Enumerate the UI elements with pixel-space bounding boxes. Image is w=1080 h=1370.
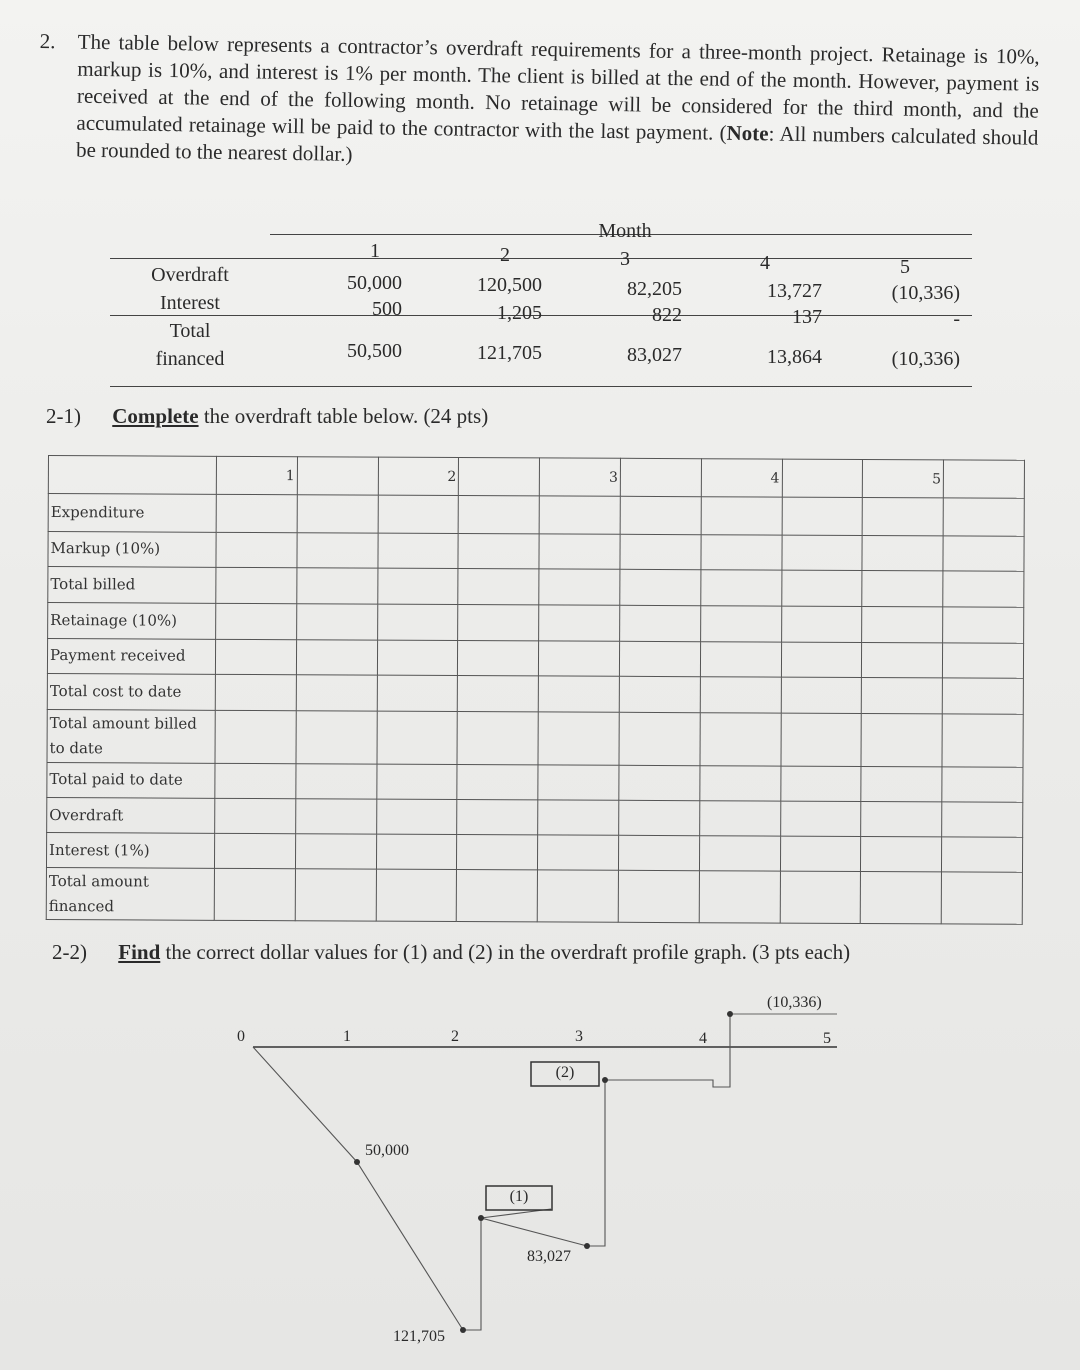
question-number: 2-1) bbox=[46, 404, 81, 428]
answer-cell[interactable] bbox=[943, 536, 1024, 572]
month-header-cell: 3 bbox=[539, 458, 620, 497]
answer-overdraft-table bbox=[46, 455, 1025, 925]
table-row bbox=[47, 673, 1023, 714]
answer-cell[interactable] bbox=[457, 764, 538, 800]
answer-cell[interactable] bbox=[377, 711, 458, 764]
interest-value: 822 bbox=[652, 304, 682, 326]
axis-tick-label: 0 bbox=[237, 1028, 245, 1045]
total-financed-value: 50,500 bbox=[347, 340, 402, 362]
point-marker bbox=[460, 1327, 466, 1333]
problem-number: 2. bbox=[39, 28, 56, 54]
answer-cell[interactable] bbox=[862, 642, 943, 678]
answer-cell[interactable] bbox=[620, 497, 701, 535]
month-label: 3 bbox=[620, 248, 630, 270]
answer-cell[interactable] bbox=[215, 798, 296, 834]
answer-cell[interactable] bbox=[780, 801, 861, 837]
answer-cell[interactable] bbox=[700, 677, 781, 714]
point-marker bbox=[727, 1011, 733, 1017]
answer-cell[interactable] bbox=[620, 606, 701, 642]
table-header-row bbox=[48, 456, 1024, 499]
month-header-cell: 4 bbox=[701, 459, 782, 498]
answer-cell[interactable] bbox=[539, 569, 620, 606]
answer-cell[interactable] bbox=[296, 639, 377, 675]
answer-cell[interactable] bbox=[781, 606, 862, 642]
axis-tick-label: 1 bbox=[343, 1028, 351, 1045]
answer-cell[interactable] bbox=[699, 871, 780, 923]
answer-cell[interactable] bbox=[619, 800, 700, 836]
answer-cell[interactable] bbox=[216, 604, 297, 640]
month-label: 1 bbox=[370, 240, 380, 262]
point-marker bbox=[478, 1215, 484, 1221]
interest-value: 1,205 bbox=[497, 302, 542, 324]
answer-cell[interactable] bbox=[619, 765, 700, 801]
table-row bbox=[46, 868, 1022, 924]
answer-cell[interactable] bbox=[377, 568, 458, 605]
answer-table bbox=[46, 455, 1025, 925]
answer-cell[interactable] bbox=[216, 532, 297, 568]
table-corner-cell bbox=[48, 456, 216, 495]
question-text: the overdraft table below. (24 pts) bbox=[198, 404, 489, 428]
answer-cell[interactable] bbox=[296, 604, 377, 640]
answer-cell[interactable] bbox=[296, 763, 377, 799]
answer-cell[interactable] bbox=[701, 497, 782, 535]
answer-cell[interactable] bbox=[378, 533, 459, 569]
row-label: financed bbox=[155, 348, 225, 370]
answer-table-body bbox=[46, 494, 1024, 924]
question-verb: Complete bbox=[112, 404, 199, 428]
answer-cell[interactable] bbox=[619, 641, 700, 677]
table-row bbox=[48, 494, 1024, 536]
answer-cell[interactable] bbox=[781, 713, 862, 766]
answer-cell[interactable] bbox=[538, 676, 619, 713]
month-header-cell: 5 bbox=[863, 459, 944, 498]
month-header: Month bbox=[598, 220, 652, 242]
answer-cell[interactable] bbox=[941, 872, 1022, 924]
answer-cell[interactable] bbox=[296, 711, 377, 764]
problem-text: The table below represents a contractor’s overdraft requirements for a three-month project. Retainage is 10%, markup is 10%, and interest is 1% per month. The client is billed at the end of the month. However, payment is received at the end of the following month. No retainage will be considered for the third month, and the accumulated retainage will be paid to the contractor with the last payment. (Note: All numbers calculated should be rounded to the nearest dollar.) bbox=[75, 29, 1040, 166]
answer-cell[interactable] bbox=[780, 872, 861, 924]
answer-cell[interactable] bbox=[538, 835, 619, 871]
table-row bbox=[46, 833, 1022, 873]
answer-cell[interactable] bbox=[376, 870, 457, 922]
answer-cell[interactable] bbox=[216, 567, 297, 604]
answer-cell[interactable] bbox=[620, 534, 701, 570]
answer-cell[interactable] bbox=[538, 712, 619, 765]
answer-cell[interactable] bbox=[297, 532, 378, 568]
answer-cell[interactable] bbox=[862, 677, 943, 714]
answer-cell[interactable] bbox=[458, 605, 539, 641]
interest-value: 137 bbox=[792, 306, 822, 328]
interest-value: - bbox=[953, 308, 960, 330]
row-label: Total billed bbox=[48, 566, 216, 603]
question-number: 2-2) bbox=[52, 940, 87, 964]
axis-tick-label: 3 bbox=[575, 1028, 583, 1045]
row-label: Interest bbox=[160, 292, 220, 314]
month-header-cell: 2 bbox=[378, 457, 459, 496]
answer-cell[interactable] bbox=[297, 495, 378, 533]
table-row bbox=[47, 710, 1023, 767]
question-text: the correct dollar values for (1) and (2) in the overdraft profile graph. (3 pts each) bbox=[160, 940, 851, 964]
month-label: 2 bbox=[500, 244, 510, 266]
answer-cell[interactable] bbox=[861, 766, 942, 802]
value-label: 50,000 bbox=[365, 1142, 409, 1159]
answer-cell[interactable] bbox=[780, 766, 861, 802]
value-label: 83,027 bbox=[527, 1248, 571, 1265]
answer-cell[interactable] bbox=[861, 714, 942, 767]
answer-cell[interactable] bbox=[618, 835, 699, 871]
answer-cell[interactable] bbox=[295, 799, 376, 835]
answer-cell[interactable] bbox=[457, 870, 538, 922]
row-label: Interest (1%) bbox=[46, 833, 214, 869]
answer-cell[interactable] bbox=[700, 765, 781, 801]
answer-cell[interactable] bbox=[861, 837, 942, 873]
row-label: Retainage (10%) bbox=[48, 603, 216, 639]
answer-cell[interactable] bbox=[378, 495, 459, 533]
overdraft-value: 82,205 bbox=[627, 278, 682, 300]
answer-cell[interactable] bbox=[943, 607, 1024, 643]
answer-cell[interactable] bbox=[862, 498, 943, 536]
answer-cell[interactable] bbox=[943, 498, 1024, 536]
answer-cell[interactable] bbox=[942, 678, 1023, 715]
axis-tick-label: 5 bbox=[823, 1030, 831, 1047]
answer-cell[interactable] bbox=[376, 834, 457, 870]
answer-cell[interactable] bbox=[215, 674, 296, 711]
answer-cell[interactable] bbox=[377, 640, 458, 676]
point-marker bbox=[602, 1077, 608, 1083]
answer-cell[interactable] bbox=[215, 710, 296, 763]
question-2-1 bbox=[46, 404, 488, 429]
question-verb: Find bbox=[118, 940, 161, 964]
answer-cell[interactable] bbox=[539, 640, 620, 676]
answer-cell[interactable] bbox=[943, 571, 1024, 608]
answer-cell[interactable] bbox=[618, 871, 699, 923]
row-label: Total amount billed to date bbox=[47, 710, 215, 763]
answer-cell[interactable] bbox=[538, 800, 619, 836]
point-marker bbox=[584, 1243, 590, 1249]
answer-cell[interactable] bbox=[295, 834, 376, 870]
answer-cell[interactable] bbox=[376, 764, 457, 800]
row-label: Total bbox=[169, 320, 211, 342]
answer-cell[interactable] bbox=[215, 763, 296, 799]
month-header-cell: 1 bbox=[216, 456, 297, 495]
row-label: Total cost to date bbox=[47, 673, 215, 710]
axis-tick-label: 4 bbox=[699, 1030, 707, 1047]
answer-cell[interactable] bbox=[701, 534, 782, 570]
answer-cell[interactable] bbox=[943, 642, 1024, 678]
answer-cell[interactable] bbox=[700, 606, 781, 642]
answer-cell[interactable] bbox=[619, 712, 700, 765]
answer-cell[interactable] bbox=[457, 799, 538, 835]
answer-cell[interactable] bbox=[781, 570, 862, 607]
answer-cell[interactable] bbox=[457, 712, 538, 765]
answer-cell[interactable] bbox=[780, 836, 861, 872]
answer-cell[interactable] bbox=[538, 764, 619, 800]
answer-cell[interactable] bbox=[701, 570, 782, 607]
answer-cell[interactable] bbox=[782, 497, 863, 535]
axis-tick-label: 2 bbox=[451, 1028, 459, 1045]
answer-cell[interactable] bbox=[942, 837, 1023, 873]
answer-cell[interactable] bbox=[782, 535, 863, 571]
answer-cell[interactable] bbox=[377, 675, 458, 712]
interest-value: 500 bbox=[372, 298, 402, 320]
table-row bbox=[47, 638, 1023, 678]
row-label: Total amount financed bbox=[46, 868, 214, 920]
row-label: Overdraft bbox=[151, 264, 229, 286]
answer-cell[interactable] bbox=[862, 570, 943, 607]
answer-cell[interactable] bbox=[537, 870, 618, 922]
answer-cell[interactable] bbox=[214, 834, 295, 870]
overdraft-value: (10,336) bbox=[891, 282, 960, 304]
answer-cell[interactable] bbox=[297, 457, 378, 496]
answer-cell[interactable] bbox=[458, 675, 539, 712]
answer-cell[interactable] bbox=[942, 714, 1023, 767]
problem-statement bbox=[38, 28, 1040, 179]
row-label: Markup (10%) bbox=[48, 531, 216, 567]
answer-cell[interactable] bbox=[943, 460, 1024, 499]
answer-cell[interactable] bbox=[619, 676, 700, 713]
answer-cell[interactable] bbox=[861, 801, 942, 837]
table-row bbox=[47, 762, 1023, 802]
answer-cell[interactable] bbox=[214, 869, 295, 921]
value-label-negative: (10,336) bbox=[767, 994, 822, 1011]
answer-cell[interactable] bbox=[539, 534, 620, 570]
total-financed-value: (10,336) bbox=[891, 348, 960, 370]
given-overdraft-table bbox=[110, 220, 972, 390]
answer-cell[interactable] bbox=[699, 836, 780, 872]
answer-cell[interactable] bbox=[782, 459, 863, 498]
total-financed-value: 13,864 bbox=[767, 346, 822, 368]
answer-cell[interactable] bbox=[620, 458, 701, 497]
answer-cell[interactable] bbox=[700, 641, 781, 677]
answer-cell[interactable] bbox=[781, 642, 862, 678]
answer-box-2[interactable]: (2) bbox=[555, 1064, 575, 1081]
question-2-2 bbox=[52, 940, 850, 965]
total-financed-value: 121,705 bbox=[477, 342, 542, 364]
graph-lines bbox=[235, 990, 875, 1360]
overdraft-value: 13,727 bbox=[767, 280, 822, 302]
table-row bbox=[48, 603, 1024, 643]
answer-cell[interactable] bbox=[377, 604, 458, 640]
answer-cell[interactable] bbox=[457, 835, 538, 871]
table-rule bbox=[110, 258, 972, 259]
answer-cell[interactable] bbox=[458, 640, 539, 676]
row-label: Expenditure bbox=[48, 494, 216, 532]
answer-cell[interactable] bbox=[620, 569, 701, 606]
row-label: Overdraft bbox=[47, 797, 215, 833]
answer-cell[interactable] bbox=[699, 801, 780, 837]
answer-cell[interactable] bbox=[376, 799, 457, 835]
month-label: 5 bbox=[900, 256, 910, 278]
answer-cell[interactable] bbox=[942, 766, 1023, 802]
answer-box-1[interactable]: (1) bbox=[509, 1188, 529, 1205]
total-financed-value: 83,027 bbox=[627, 344, 682, 366]
overdraft-value: 120,500 bbox=[477, 274, 542, 296]
row-label: Payment received bbox=[47, 638, 215, 674]
answer-cell[interactable] bbox=[458, 533, 539, 569]
answer-cell[interactable] bbox=[700, 713, 781, 766]
answer-cell[interactable] bbox=[215, 639, 296, 675]
table-row bbox=[48, 531, 1024, 571]
answer-cell[interactable] bbox=[539, 496, 620, 534]
overdraft-profile-line bbox=[253, 1014, 730, 1330]
value-label: 121,705 bbox=[393, 1328, 445, 1345]
answer-cell[interactable] bbox=[458, 568, 539, 605]
answer-cell[interactable] bbox=[296, 675, 377, 712]
table-rule bbox=[110, 386, 972, 387]
answer-cell[interactable] bbox=[942, 802, 1023, 838]
answer-cell[interactable] bbox=[459, 458, 540, 497]
answer-cell[interactable] bbox=[216, 495, 297, 533]
table-row bbox=[48, 566, 1024, 607]
overdraft-value: 50,000 bbox=[347, 272, 402, 294]
overdraft-profile-graph bbox=[235, 990, 875, 1360]
answer-cell[interactable] bbox=[295, 869, 376, 921]
answer-cell[interactable] bbox=[539, 605, 620, 641]
answer-cell[interactable] bbox=[459, 496, 540, 534]
month-label: 4 bbox=[760, 252, 770, 274]
answer-cell[interactable] bbox=[862, 535, 943, 571]
answer-cell[interactable] bbox=[781, 677, 862, 714]
table-row bbox=[47, 797, 1023, 837]
row-label: Total paid to date bbox=[47, 762, 215, 798]
answer-cell[interactable] bbox=[297, 568, 378, 605]
answer-cell[interactable] bbox=[862, 607, 943, 643]
answer-cell[interactable] bbox=[861, 872, 942, 924]
point-marker bbox=[354, 1159, 360, 1165]
